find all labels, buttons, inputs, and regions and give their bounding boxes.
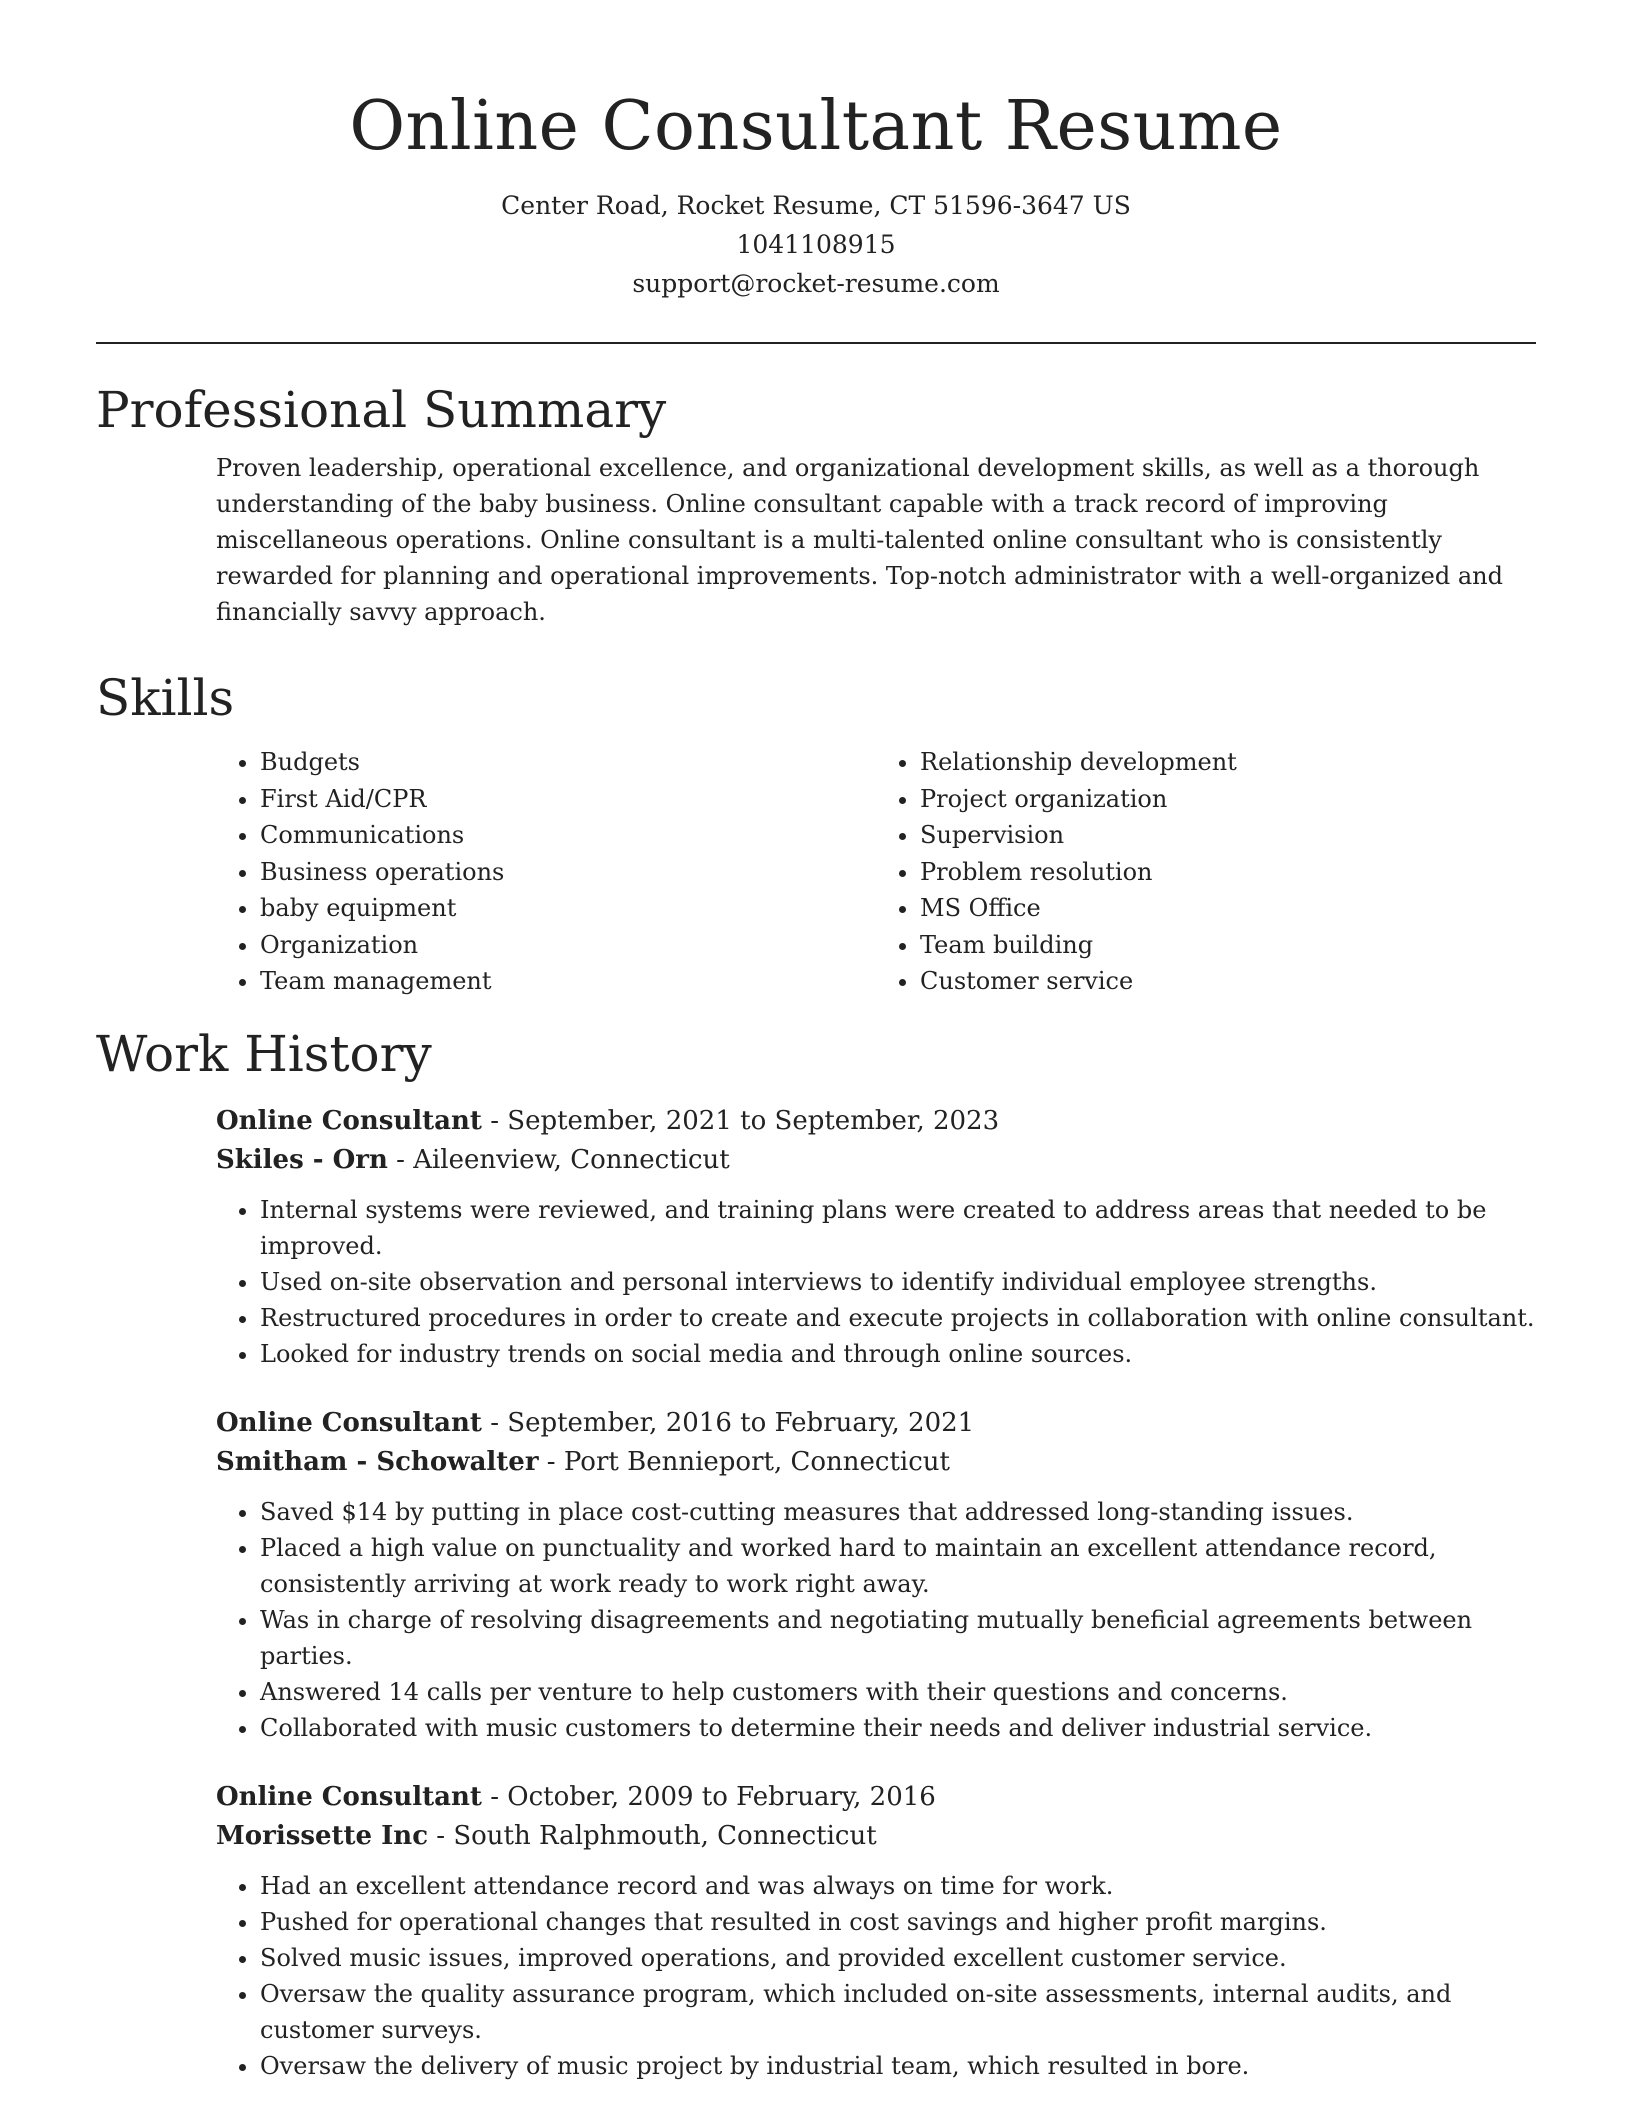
- skills-heading: Skills: [96, 669, 235, 727]
- skill-item: • Team building: [920, 927, 1536, 964]
- job-entry: [216, 1102, 1536, 1372]
- skills-list-right: [876, 744, 1536, 1000]
- job-title-line: [216, 1102, 1536, 1140]
- job-bullet: • Answered 14 calls per venture to help customers with their questions and concerns.: [260, 1674, 1536, 1710]
- skill-item: • Supervision: [920, 817, 1536, 854]
- job-bullet: • Oversaw the delivery of music project by industrial team, which resulted in bore.: [260, 2048, 1536, 2084]
- job-bullet: • Solved music issues, improved operations, and provided excellent customer service.: [260, 1940, 1536, 1976]
- skills-section: [96, 668, 1536, 1000]
- job-title: Online Consultant: [216, 1408, 482, 1438]
- job-entry: [216, 1778, 1536, 2084]
- contact-address: Center Road, Rocket Resume, CT 51596-3647 US: [501, 191, 1131, 220]
- job-bullet: • Oversaw the quality assurance program, which included on-site assessments, internal audits, and customer surveys.: [260, 1976, 1536, 2048]
- resume-title: Online Consultant Resume: [349, 87, 1283, 166]
- skill-item: • Problem resolution: [920, 854, 1536, 891]
- job-bullet: • Collaborated with music customers to determine their needs and deliver industrial service.: [260, 1710, 1536, 1746]
- job-title-line: [216, 1404, 1536, 1442]
- job-bullets: [216, 1192, 1536, 1372]
- job-company: Skiles - Orn: [216, 1145, 388, 1175]
- job-location: - Port Bennieport, Connecticut: [538, 1447, 950, 1477]
- summary-heading: Professional Summary: [96, 381, 667, 439]
- skill-item: • Relationship development: [920, 744, 1536, 781]
- job-location: - Aileenview, Connecticut: [387, 1145, 730, 1175]
- job-company: Morissette Inc: [216, 1821, 429, 1851]
- skills-list-left: [216, 744, 876, 1000]
- skill-item: • Business operations: [260, 854, 876, 891]
- contact-email: support@rocket-resume.com: [632, 269, 1000, 298]
- job-bullets: [216, 1494, 1536, 1746]
- resume-header: [0, 0, 1632, 303]
- job-bullet: • Looked for industry trends on social media and through online sources.: [260, 1336, 1536, 1372]
- job-bullet: • Used on-site observation and personal interviews to identify individual employee strengths.: [260, 1264, 1536, 1300]
- summary-text: Proven leadership, operational excellence, and organizational development skills, as well as a thorough understanding of the baby business. Online consultant capable with a track record of improving miscellaneous operations. Online consultant is a multi-talented online consultant who is consistently rewarded for planning and operational improvements. Top-notch administrator with a well-organized and financially savvy approach.: [216, 454, 1503, 626]
- job-title-line: [216, 1778, 1536, 1816]
- job-bullet: • Was in charge of resolving disagreements and negotiating mutually beneficial agreements between parties.: [260, 1602, 1536, 1674]
- skill-item: • Team management: [260, 963, 876, 1000]
- job-company: Smitham - Schowalter: [216, 1447, 539, 1477]
- job-entry: [216, 1404, 1536, 1746]
- work-history-section: [96, 1024, 1536, 2084]
- job-bullet: • Restructured procedures in order to create and execute projects in collaboration with online consultant.: [260, 1300, 1536, 1336]
- job-company-line: [216, 1816, 1536, 1856]
- job-dates: - October, 2009 to February, 2016: [481, 1782, 936, 1812]
- job-dates: - September, 2021 to September, 2023: [481, 1106, 1000, 1136]
- job-bullet: • Pushed for operational changes that resulted in cost savings and higher profit margins.: [260, 1904, 1536, 1940]
- skill-item: • MS Office: [920, 890, 1536, 927]
- job-bullets: [216, 1868, 1536, 2084]
- skill-item: • First Aid/CPR: [260, 781, 876, 818]
- skill-item: • Customer service: [920, 963, 1536, 1000]
- skill-item: • Project organization: [920, 781, 1536, 818]
- job-title: Online Consultant: [216, 1782, 482, 1812]
- job-bullet: • Had an excellent attendance record and was always on time for work.: [260, 1868, 1536, 1904]
- skill-item: • Budgets: [260, 744, 876, 781]
- contact-info: [0, 186, 1632, 303]
- job-location: - South Ralphmouth, Connecticut: [428, 1821, 877, 1851]
- job-bullet: • Internal systems were reviewed, and training plans were created to address areas that needed to be improved.: [260, 1192, 1536, 1264]
- summary-section: [96, 380, 1536, 630]
- job-company-line: [216, 1442, 1536, 1482]
- contact-phone: 1041108915: [736, 230, 896, 259]
- job-title: Online Consultant: [216, 1106, 482, 1136]
- job-bullet: • Placed a high value on punctuality and worked hard to maintain an excellent attendance record, consistently arriving at work ready to work right away.: [260, 1530, 1536, 1602]
- header-divider: [96, 342, 1536, 344]
- skill-item: • Communications: [260, 817, 876, 854]
- skill-item: • baby equipment: [260, 890, 876, 927]
- skills-grid: [216, 744, 1536, 1000]
- job-company-line: [216, 1140, 1536, 1180]
- work-history-heading: Work History: [96, 1025, 432, 1083]
- job-bullet: • Saved $14 by putting in place cost-cutting measures that addressed long-standing issues.: [260, 1494, 1536, 1530]
- job-dates: - September, 2016 to February, 2021: [481, 1408, 975, 1438]
- skill-item: • Organization: [260, 927, 876, 964]
